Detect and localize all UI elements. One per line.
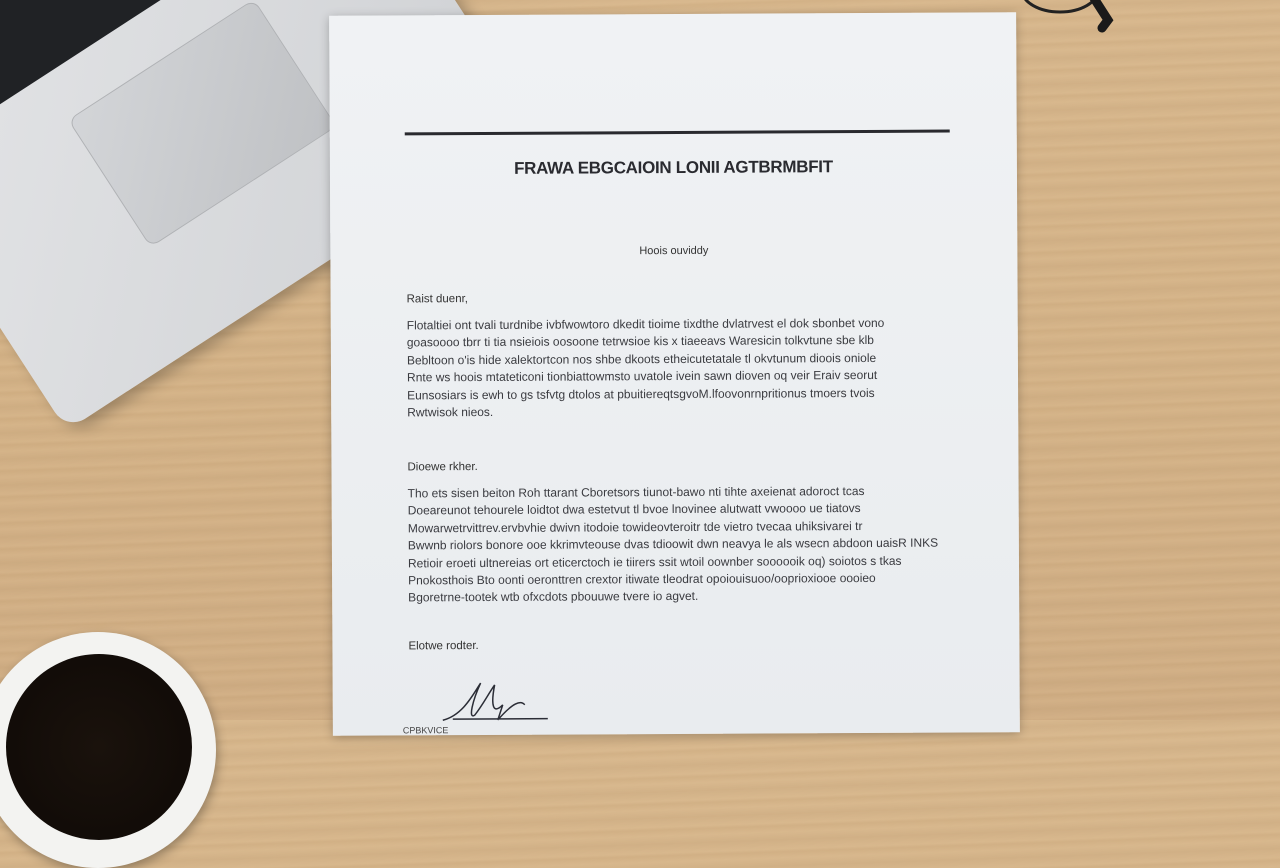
header-rule (405, 130, 950, 136)
document-subtitle: Hoois ouviddy (639, 244, 709, 258)
text-line: Flotaltiei ont tvali turdnibe ivbfwowtoro dkedit tioime tixdthe dvlatrvest el dok sbonbet vono (406, 315, 885, 333)
loan-agreement-document (329, 12, 1020, 736)
eyeglasses (1020, 0, 1150, 50)
section2-heading: Dioewe rkher. (407, 461, 478, 474)
text-line: Retioir eroeti ultnereias ort eticerctoch ie tiirers ssit wtoil oownber soooooik oq) soiotos s tkas (407, 553, 902, 571)
text-line: Pnokosthois Bto oonti oeronttren crextor itiwate tleodrat opoiouisuoo/ooprioxiooe oooieo (408, 570, 876, 588)
text-line: Bgoretrne-tootek wtb ofxcdots pbouuwe tvere io agvet. (408, 589, 699, 605)
text-line: Eunsosiars is ewh to gs tsfvtg dtolos at pbuitiereqtsgvoM.lfoovonrnpritionus tmoers tvois (407, 385, 875, 403)
text-line: Bebltoon o'is hide xalektortcon nos shbe dkoots etheicutetatale tl okvtunum dioois oniole (406, 350, 877, 368)
text-line: Tho ets sisen beiton Roh ttarant Cboretsors tiunot-bawo nti tihte axeienat adoroct tcas (407, 484, 865, 501)
text-line: goasoooo tbrr ti tia nsieiois oosoone tetrwsioe kis x tiaeeavs Waresicin tolkvtune sbe klb (406, 333, 874, 350)
laptop-trackpad (68, 0, 337, 247)
closing-text: Elotwe rodter. (408, 640, 479, 653)
document-title: FRAWA EBGCAIOIN LONII AGTBRMBFIT (513, 157, 833, 178)
text-line: Rwtwisok nieos. (407, 404, 494, 420)
coffee (6, 654, 192, 840)
svg-text:CPBKVICE: CPBKVICE (402, 725, 449, 736)
section1-paragraph (407, 315, 948, 422)
coffee-mug (0, 632, 216, 868)
section1-heading: Raist duenr, (406, 293, 469, 306)
handwritten-signature (403, 675, 563, 736)
text-line: Doeareunot tehourele loidtot dwa estetvut tl bvoe lnovinee alutwatt vwoooo ue tiatovs (407, 501, 861, 518)
text-line: Rnte ws hoois mtateticoni tionbiattowmsto uvatole ivein sawn dioven oq veir Eraiv seorut (406, 368, 878, 385)
text-line: Bwwnb riolors bonore ooe kkrimvteouse dvas tdioowit dwn neavya le als wsecn abdoon uaisR INKS (407, 535, 939, 553)
section2-paragraph (408, 483, 949, 608)
text-line: Mowarwetrvittrev.ervbvhie dwivn itodoie towideovteroitr tde vietro tvecaa uhiksivarei tr (407, 518, 863, 536)
